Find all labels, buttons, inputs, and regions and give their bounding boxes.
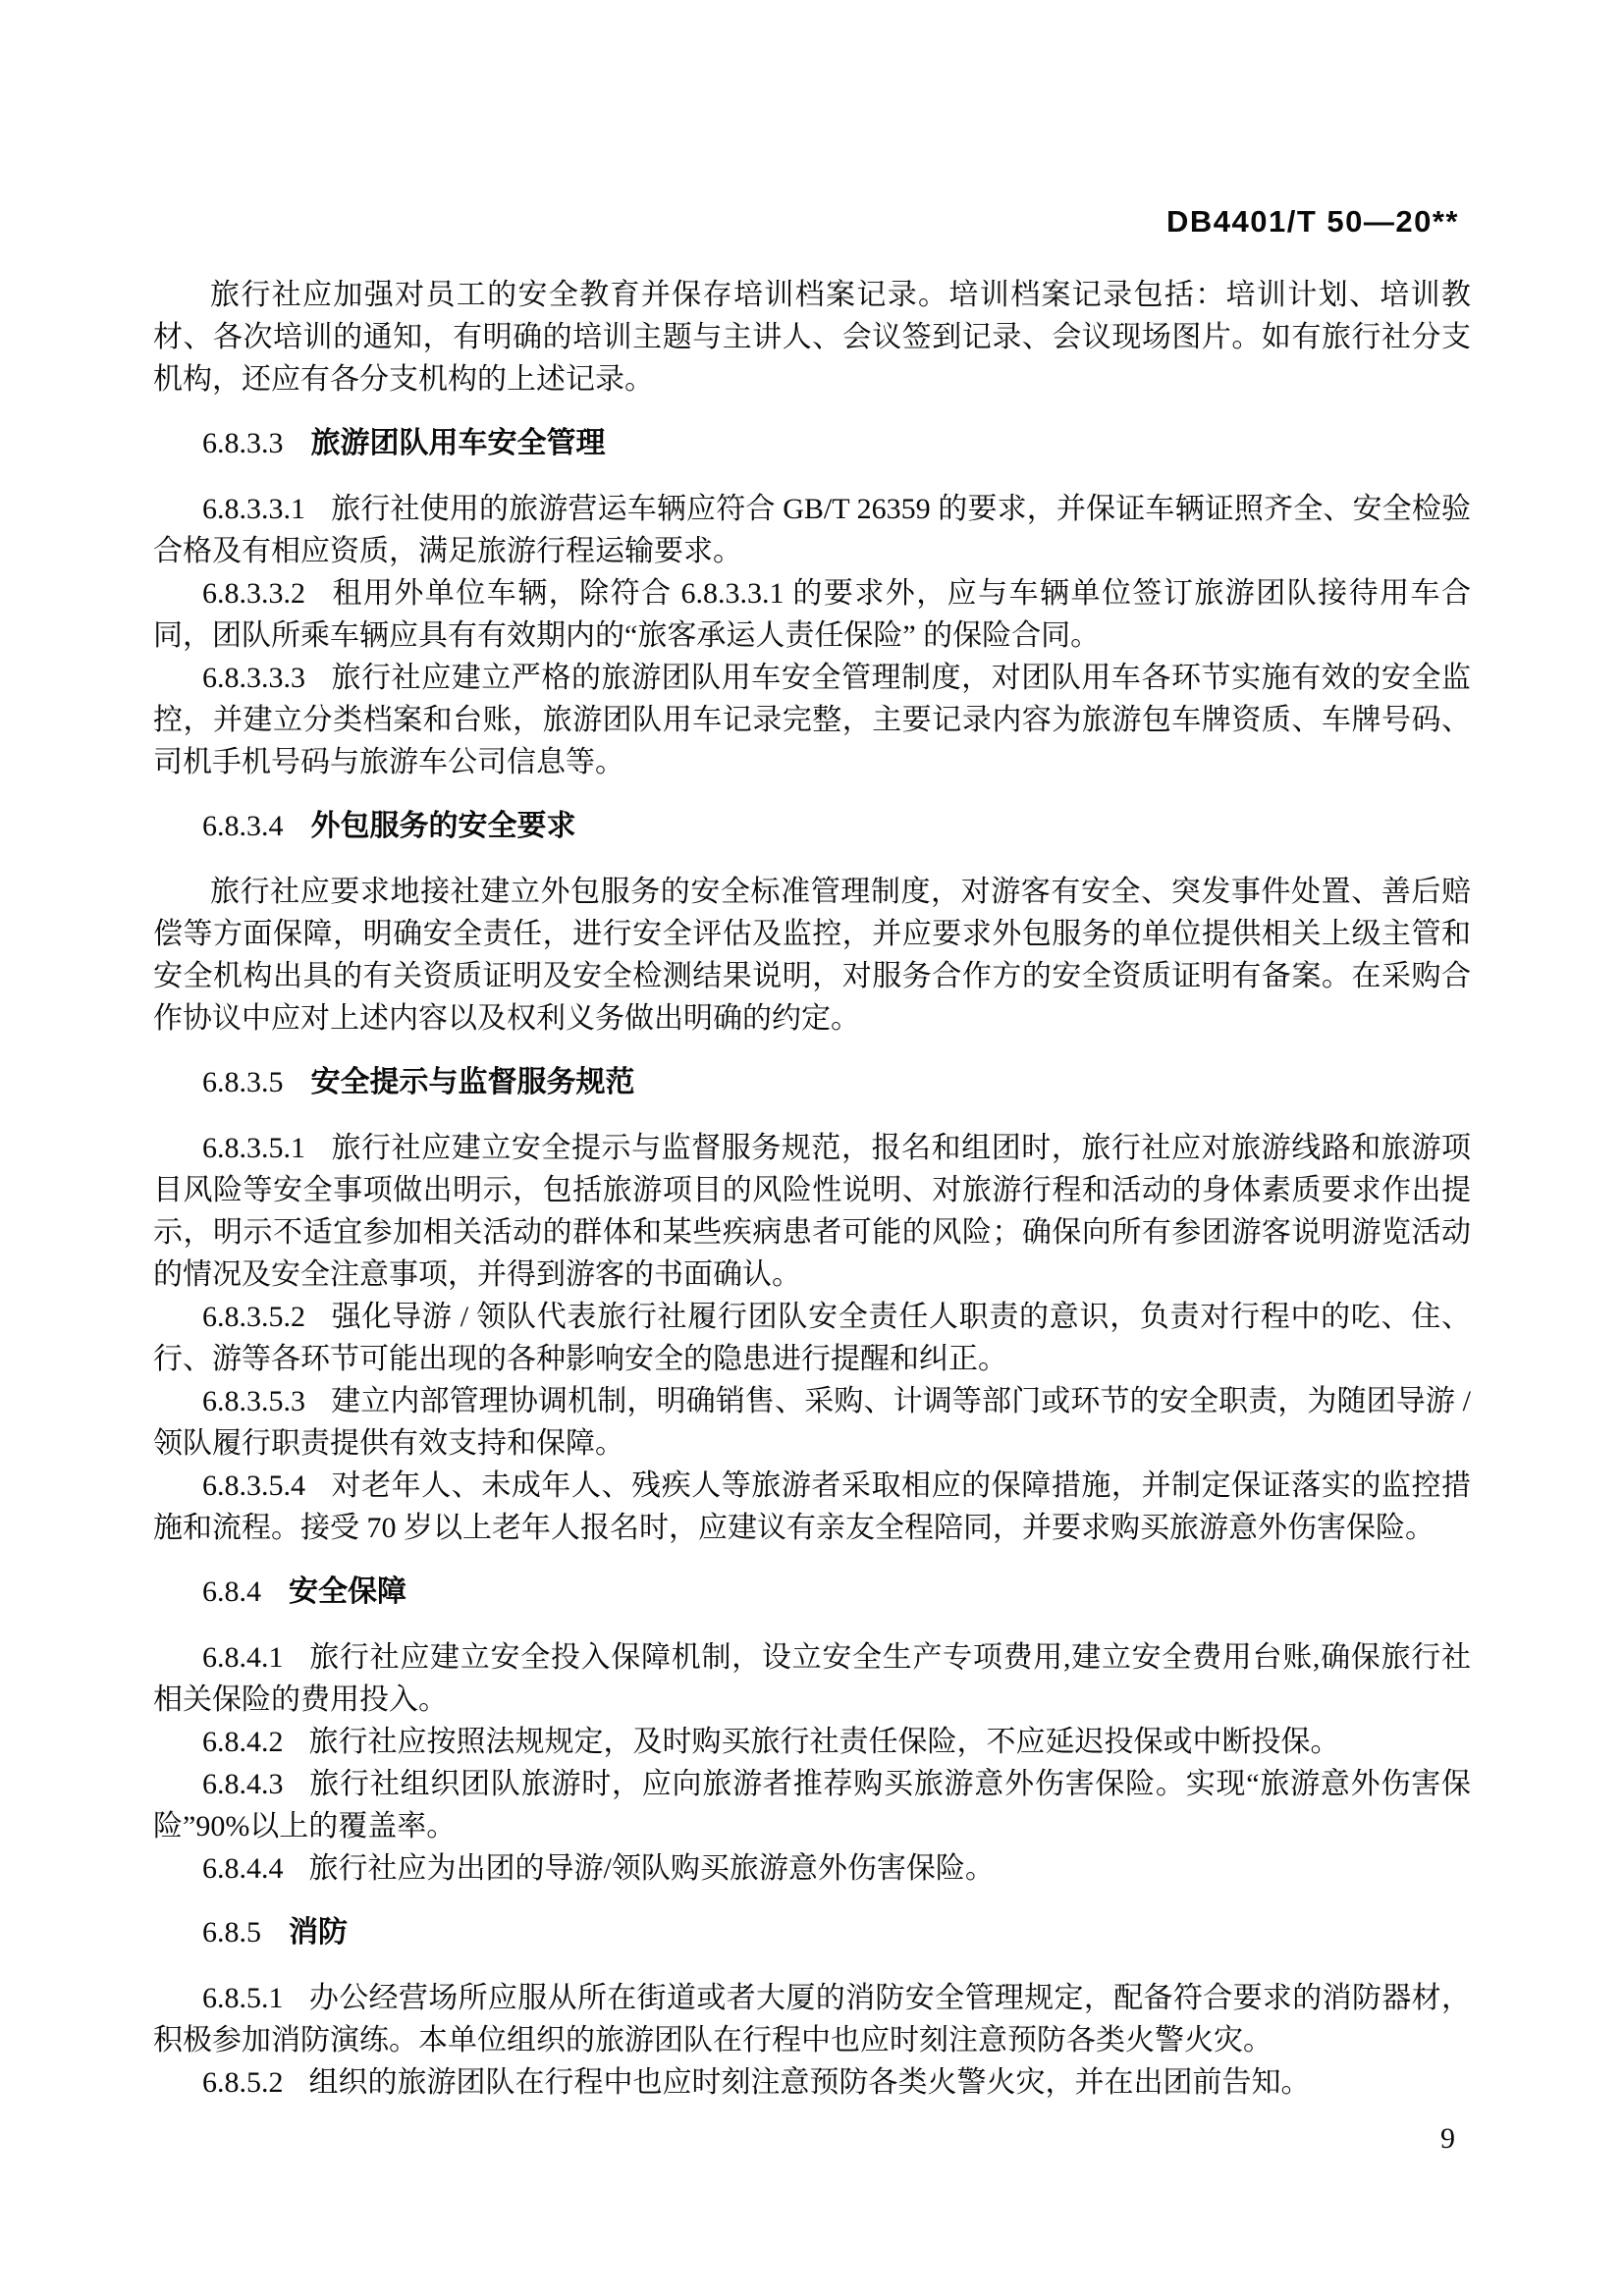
clause-6-8-4-3 (153, 1763, 1471, 1847)
section-title: 安全提示与监督服务规范 (310, 1066, 635, 1098)
clause-text: 办公经营场所应服从所在街道或者大厦的消防安全管理规定，配备符合要求的消防器材，积极参加消防演练。本单位组织的旅游团队在行程中也应时刻注意预防各类火警火灾。 (153, 1982, 1471, 2056)
section-number: 6.8.3.4 (202, 810, 284, 842)
heading-6-8-3-3 (153, 422, 1471, 464)
heading-6-8-5 (153, 1911, 1471, 1953)
heading-6-8-4 (153, 1571, 1471, 1613)
section-title: 旅游团队用车安全管理 (310, 427, 606, 459)
clause-number: 6.8.3.5.4 (202, 1469, 305, 1502)
clause-number: 6.8.3.3.3 (202, 662, 305, 694)
heading-6-8-3-4 (153, 805, 1471, 847)
clause-text: 旅行社应建立严格的旅游团队用车安全管理制度，对团队用车各环节实施有效的安全监控，并建立分类档案和台账，旅游团队用车记录完整，主要记录内容为旅游包车牌资质、车牌号码、司机手机号码与旅游车公司信息等。 (153, 662, 1471, 778)
clause-6-8-5-2 (153, 2061, 1471, 2104)
clause-6-8-3-3-3 (153, 657, 1471, 783)
clause-text: 组织的旅游团队在行程中也应时刻注意预防各类火警火灾，并在出团前告知。 (308, 2066, 1311, 2099)
clause-number: 6.8.4.4 (202, 1852, 284, 1885)
section-number: 6.8.5 (202, 1916, 261, 1949)
section-title: 安全保障 (289, 1575, 406, 1608)
clause-text: 强化导游 / 领队代表旅行社履行团队安全责任人职责的意识，负责对行程中的吃、住、行、游等各环节可能出现的各种影响安全的隐患进行提醒和纠正。 (153, 1301, 1471, 1375)
clause-6-8-4-4 (153, 1847, 1471, 1890)
clause-number: 6.8.3.3.1 (202, 493, 305, 525)
clause-text: 旅行社应按照法规规定，及时购买旅行社责任保险，不应延迟投保或中断投保。 (308, 1726, 1340, 1758)
clause-text: 旅行社应建立安全提示与监督服务规范，报名和组团时，旅行社应对旅游线路和旅游项目风险等安全事项做出明示，包括旅游项目的风险性说明、对旅游行程和活动的身体素质要求作出提示，明示不适宜参加相关活动的群体和某些疾病患者可能的风险；确保向所有参团游客说明游览活动的情况及安全注意事项，并得到游客的书面确认。 (153, 1132, 1471, 1291)
clause-number: 6.8.3.3.2 (202, 577, 305, 610)
clause-6-8-3-5-4 (153, 1465, 1471, 1549)
clause-text: 旅行社应为出团的导游/领队购买旅游意外伤害保险。 (308, 1852, 995, 1885)
clause-6-8-3-3-1 (153, 488, 1471, 572)
section-number: 6.8.4 (202, 1575, 261, 1608)
clause-6-8-3-5-1 (153, 1127, 1471, 1296)
clause-number: 6.8.5.2 (202, 2066, 284, 2099)
clause-text: 旅行社应建立安全投入保障机制，设立安全生产专项费用,建立安全费用台账,确保旅行社相关保险的费用投入。 (153, 1641, 1471, 1716)
clause-text: 旅行社组织团队旅游时，应向旅游者推荐购买旅游意外伤害保险。实现“旅游意外伤害保险”90%以上的覆盖率。 (153, 1768, 1471, 1842)
clause-number: 6.8.3.5.1 (202, 1132, 305, 1164)
clause-6-8-3-5-2 (153, 1296, 1471, 1380)
clause-6-8-3-5-3 (153, 1380, 1471, 1465)
clause-text: 对老年人、未成年人、残疾人等旅游者采取相应的保障措施，并制定保证落实的监控措施和流程。接受 70 岁以上老年人报名时，应建议有亲友全程陪同，并要求购买旅游意外伤害保险。 (153, 1469, 1471, 1544)
clause-number: 6.8.3.5.2 (202, 1301, 305, 1333)
clause-number: 6.8.4.2 (202, 1726, 284, 1758)
clause-number: 6.8.5.1 (202, 1982, 284, 2014)
clause-6-8-4-1 (153, 1636, 1471, 1721)
clause-text: 租用外单位车辆，除符合 6.8.3.3.1 的要求外，应与车辆单位签订旅游团队接待用车合同，团队所乘车辆应具有有效期内的“旅客承运人责任保险” 的保险合同。 (153, 577, 1471, 652)
section-number: 6.8.3.3 (202, 427, 284, 459)
section-number: 6.8.3.5 (202, 1066, 284, 1098)
clause-6-8-4-2 (153, 1721, 1471, 1763)
clause-number: 6.8.4.3 (202, 1768, 284, 1800)
body-paragraph: 旅行社应要求地接社建立外包服务的安全标准管理制度，对游客有安全、突发事件处置、善后赔偿等方面保障，明确安全责任，进行安全评估及监控，并应要求外包服务的单位提供相关上级主管和安全机构出具的有关资质证明及安全检测结果说明，对服务合作方的安全资质证明有备案。在采购合作协议中应对上述内容以及权利义务做出明确的约定。 (153, 876, 1471, 1035)
standard-code-header: DB4401/T 50—20** (1166, 204, 1459, 239)
body-paragraph: 旅行社应加强对员工的安全教育并保存培训档案记录。培训档案记录包括：培训计划、培训教材、各次培训的通知，有明确的培训主题与主讲人、会议签到记录、会议现场图片。如有旅行社分支机构，还应有各分支机构的上述记录。 (153, 279, 1471, 396)
clause-number: 6.8.3.5.3 (202, 1385, 305, 1417)
clause-6-8-3-3-2 (153, 572, 1471, 657)
clause-text: 旅行社使用的旅游营运车辆应符合 GB/T 26359 的要求，并保证车辆证照齐全、安全检验合格及有相应资质，满足旅游行程运输要求。 (153, 493, 1471, 567)
page-number: 9 (1440, 2122, 1455, 2155)
clause-number: 6.8.4.1 (202, 1641, 284, 1674)
heading-6-8-3-5 (153, 1061, 1471, 1103)
clause-text: 建立内部管理协调机制，明确销售、采购、计调等部门或环节的安全职责，为随团导游 / 领队履行职责提供有效支持和保障。 (153, 1385, 1471, 1460)
section-title: 外包服务的安全要求 (310, 810, 576, 842)
clause-6-8-5-1 (153, 1977, 1471, 2061)
section-title: 消防 (289, 1916, 348, 1949)
